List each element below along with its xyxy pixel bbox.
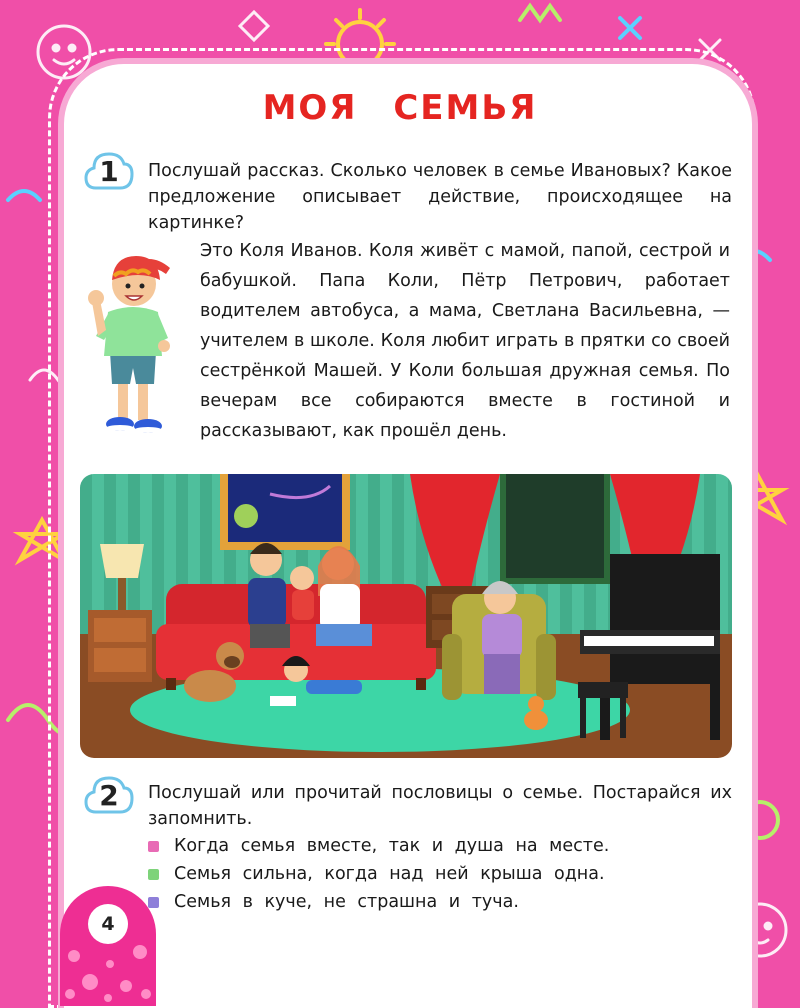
- bullet-square-icon: [148, 869, 159, 880]
- task-2-badge: [84, 774, 134, 818]
- family-living-room-illustration: [80, 474, 732, 758]
- proverb-text: Семья в куче, не страшна и туча.: [174, 892, 519, 912]
- task-2-number: 2: [99, 779, 119, 812]
- boy-illustration: [88, 246, 178, 442]
- bullet-square-icon: [148, 841, 159, 852]
- proverb-list: [148, 832, 708, 916]
- story-text: Это Коля Иванов. Коля живёт с мамой, папой, сестрой и бабушкой. Папа Коли, Пётр Петрович, работает водителем автобуса, а мама, Светлана Васильевна, — учителем в школе. Коля любит играть в прятки со своей сестрёнкой Машей. У Коли большая дружная семья. По вечерам все собираются вместе в гостиной и рассказывают, как прошёл день.: [200, 241, 730, 441]
- task-1-number: 1: [99, 155, 119, 188]
- list-item: [148, 860, 708, 888]
- proverb-text: Когда семья вместе, так и душа на месте.: [174, 836, 610, 856]
- page-title: МОЯ СЕМЬЯ: [262, 88, 538, 128]
- list-item: [148, 832, 708, 860]
- task-1-badge: [84, 150, 134, 194]
- page-number: 4: [88, 904, 128, 944]
- list-item: [148, 888, 708, 916]
- task-1-instruction: Послушай рассказ. Сколько человек в семье Ивановых? Какое предложение описывает действие, происходящее на картинке?: [148, 161, 732, 233]
- bullet-square-icon: [148, 897, 159, 908]
- proverb-text: Семья сильна, когда над ней крыша одна.: [174, 864, 605, 884]
- task-2-instruction: Послушай или прочитай пословицы о семье. Постарайся их запомнить.: [148, 783, 732, 829]
